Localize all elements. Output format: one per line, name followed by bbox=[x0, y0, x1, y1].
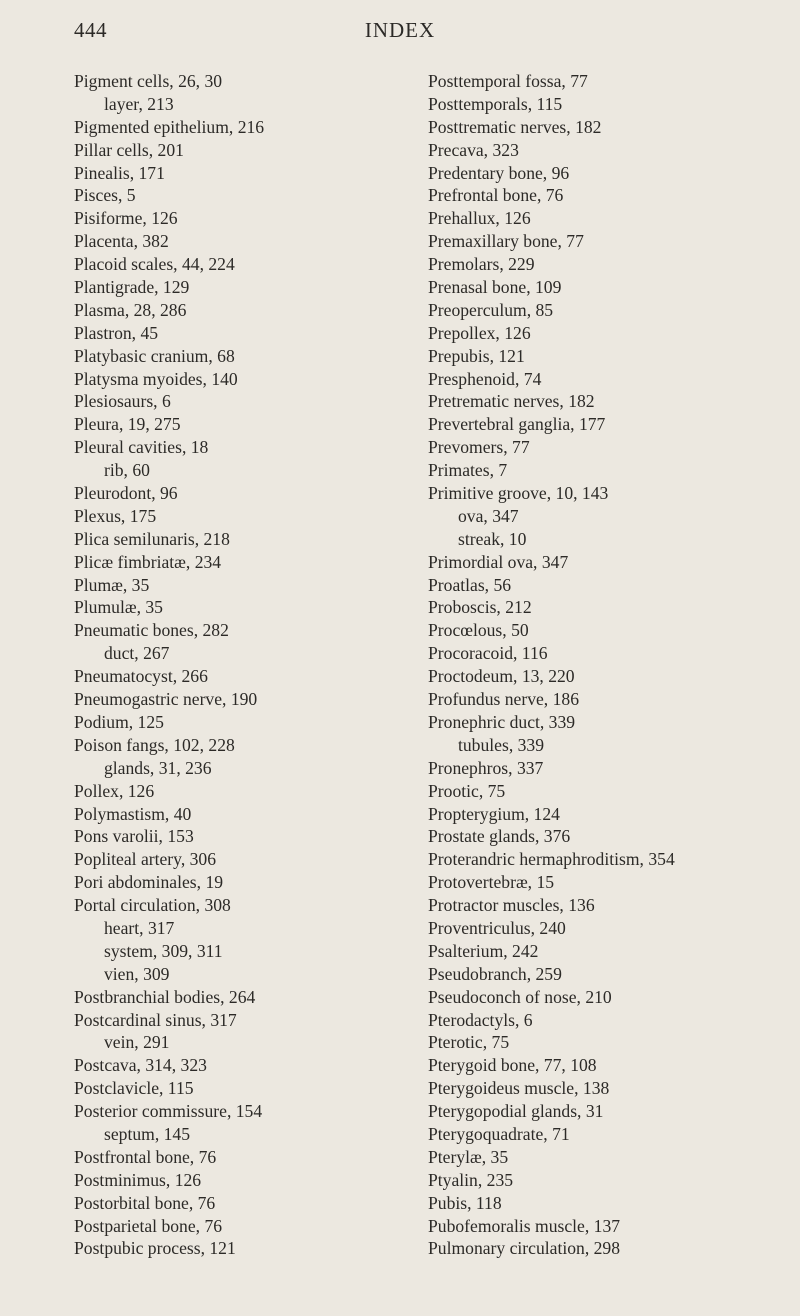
index-entry: Plesiosaurs, 6 bbox=[74, 391, 171, 412]
index-entry: Pterygoideus muscle, 138 bbox=[428, 1078, 610, 1099]
index-entry: Postclavicle, 115 bbox=[74, 1078, 194, 1099]
index-subentry: glands, 31, 236 bbox=[104, 757, 212, 778]
index-entry: Plumæ, 35 bbox=[74, 574, 150, 595]
index-entry: Prepubis, 121 bbox=[428, 345, 525, 366]
index-entry: Protovertebræ, 15 bbox=[428, 872, 555, 893]
index-subentry: vein, 291 bbox=[104, 1032, 170, 1053]
index-entry: Placoid scales, 44, 224 bbox=[74, 254, 235, 275]
index-entry: Plicæ fimbriatæ, 234 bbox=[74, 551, 222, 572]
index-entry: Profundus nerve, 186 bbox=[428, 689, 579, 710]
index-entry: Premaxillary bone, 77 bbox=[428, 231, 584, 252]
index-entry: Plumulæ, 35 bbox=[74, 597, 163, 618]
index-entry: Podium, 125 bbox=[74, 711, 164, 732]
index-entry: Postpubic process, 121 bbox=[74, 1238, 236, 1259]
index-entry: Prostate glands, 376 bbox=[428, 826, 571, 847]
index-entry: Pronephros, 337 bbox=[428, 757, 544, 778]
index-entry: Postcava, 314, 323 bbox=[74, 1055, 207, 1076]
index-entry: Pleura, 19, 275 bbox=[74, 414, 181, 435]
index-subentry: septum, 145 bbox=[104, 1123, 191, 1144]
index-entry: Prevertebral ganglia, 177 bbox=[428, 414, 606, 435]
index-entry: Proventriculus, 240 bbox=[428, 917, 566, 938]
index-entry: Psalterium, 242 bbox=[428, 940, 539, 961]
index-subentry: system, 309, 311 bbox=[104, 940, 223, 961]
index-entry: Primordial ova, 347 bbox=[428, 551, 569, 572]
index-entry: Pisiforme, 126 bbox=[74, 208, 178, 229]
index-entry: Pubis, 118 bbox=[428, 1192, 502, 1213]
index-entry: Pterygopodial glands, 31 bbox=[428, 1101, 604, 1122]
index-entry: Postminimus, 126 bbox=[74, 1169, 202, 1190]
index-entry: Pollex, 126 bbox=[74, 780, 155, 801]
index-entry: Pneumatic bones, 282 bbox=[74, 620, 229, 641]
index-entry: Pillar cells, 201 bbox=[74, 139, 184, 160]
index-entry: Pretrematic nerves, 182 bbox=[428, 391, 595, 412]
index-entry: Prehallux, 126 bbox=[428, 208, 531, 229]
index-column-right bbox=[428, 70, 675, 1260]
index-entry: Prepollex, 126 bbox=[428, 322, 531, 343]
index-subentry: rib, 60 bbox=[104, 460, 150, 481]
index-entry: Primates, 7 bbox=[428, 460, 508, 481]
index-entry: Propterygium, 124 bbox=[428, 803, 560, 824]
index-entry: Postparietal bone, 76 bbox=[74, 1215, 223, 1236]
index-entry: Pterygoid bone, 77, 108 bbox=[428, 1055, 597, 1076]
index-entry: Postorbital bone, 76 bbox=[74, 1192, 216, 1213]
index-entry: Pisces, 5 bbox=[74, 185, 136, 206]
index-entry: Portal circulation, 308 bbox=[74, 895, 231, 916]
index-entry: Posttrematic nerves, 182 bbox=[428, 116, 602, 137]
index-entry: Pseudoconch of nose, 210 bbox=[428, 986, 612, 1007]
index-entry: Pneumatocyst, 266 bbox=[74, 666, 208, 687]
index-entry: Precava, 323 bbox=[428, 139, 519, 160]
index-entry: Plantigrade, 129 bbox=[74, 277, 190, 298]
page-number: 444 bbox=[74, 18, 107, 42]
index-entry: Pubofemoralis muscle, 137 bbox=[428, 1215, 621, 1236]
index-entry: Pterygoquadrate, 71 bbox=[428, 1123, 570, 1144]
index-entry: Premolars, 229 bbox=[428, 254, 535, 275]
index-entry: Pori abdominales, 19 bbox=[74, 872, 224, 893]
index-entry: Proatlas, 56 bbox=[428, 574, 512, 595]
index-entry: Procœlous, 50 bbox=[428, 620, 529, 641]
index-entry: Pleural cavities, 18 bbox=[74, 437, 209, 458]
index-entry: Plexus, 175 bbox=[74, 505, 157, 526]
index-entry: Prevomers, 77 bbox=[428, 437, 530, 458]
index-entry: Poison fangs, 102, 228 bbox=[74, 734, 235, 755]
index-entry: Posttemporals, 115 bbox=[428, 93, 563, 114]
index-entry: Primitive groove, 10, 143 bbox=[428, 483, 609, 504]
index-entry: Prefrontal bone, 76 bbox=[428, 185, 564, 206]
index-entry: Postbranchial bodies, 264 bbox=[74, 986, 256, 1007]
index-entry: Plastron, 45 bbox=[74, 322, 159, 343]
index-entry: Procoracoid, 116 bbox=[428, 643, 548, 664]
index-subentry: layer, 213 bbox=[104, 93, 174, 114]
index-entry: Popliteal artery, 306 bbox=[74, 849, 217, 870]
index-entry: Pinealis, 171 bbox=[74, 162, 165, 183]
index-subentry: heart, 317 bbox=[104, 917, 175, 938]
index-entry: Pons varolii, 153 bbox=[74, 826, 194, 847]
index-subentry: vien, 309 bbox=[104, 963, 170, 984]
index-entry: Prootic, 75 bbox=[428, 780, 506, 801]
index-entry: Platysma myoides, 140 bbox=[74, 368, 238, 389]
index-entry: Placenta, 382 bbox=[74, 231, 169, 252]
index-entry: Postfrontal bone, 76 bbox=[74, 1146, 217, 1167]
index-entry: Pulmonary circulation, 298 bbox=[428, 1238, 621, 1259]
index-column-left bbox=[74, 70, 264, 1260]
index-entry: Proterandric hermaphroditism, 354 bbox=[428, 849, 675, 870]
index-subentry: tubules, 339 bbox=[458, 734, 545, 755]
index-entry: Pterotic, 75 bbox=[428, 1032, 510, 1053]
index-entry: Prenasal bone, 109 bbox=[428, 277, 562, 298]
index-entry: Preoperculum, 85 bbox=[428, 299, 554, 320]
index-entry: Pigment cells, 26, 30 bbox=[74, 71, 223, 91]
index-entry: Pleurodont, 96 bbox=[74, 483, 178, 504]
index-entry: Pronephric duct, 339 bbox=[428, 711, 576, 732]
index-entry: Plica semilunaris, 218 bbox=[74, 528, 230, 549]
index-entry: Protractor muscles, 136 bbox=[428, 895, 595, 916]
index-entry: Posttemporal fossa, 77 bbox=[428, 71, 588, 91]
index-entry: Posterior commissure, 154 bbox=[74, 1101, 263, 1122]
index-subentry: streak, 10 bbox=[458, 528, 527, 549]
index-entry: Polymastism, 40 bbox=[74, 803, 192, 824]
index-entry: Presphenoid, 74 bbox=[428, 368, 542, 389]
index-entry: Ptyalin, 235 bbox=[428, 1169, 514, 1190]
index-subentry: ova, 347 bbox=[458, 505, 519, 526]
index-entry: Proctodeum, 13, 220 bbox=[428, 666, 575, 687]
index-entry: Platybasic cranium, 68 bbox=[74, 345, 235, 366]
index-entry: Predentary bone, 96 bbox=[428, 162, 570, 183]
index-entry: Plasma, 28, 286 bbox=[74, 299, 187, 320]
index-entry: Pneumogastric nerve, 190 bbox=[74, 689, 258, 710]
index-entry: Pigmented epithelium, 216 bbox=[74, 116, 265, 137]
index-entry: Proboscis, 212 bbox=[428, 597, 532, 618]
index-subentry: duct, 267 bbox=[104, 643, 170, 664]
index-entry: Postcardinal sinus, 317 bbox=[74, 1009, 237, 1030]
index-entry: Pterodactyls, 6 bbox=[428, 1009, 533, 1030]
running-head: INDEX bbox=[364, 18, 436, 42]
index-entry: Pterylæ, 35 bbox=[428, 1146, 509, 1167]
index-entry: Pseudobranch, 259 bbox=[428, 963, 562, 984]
